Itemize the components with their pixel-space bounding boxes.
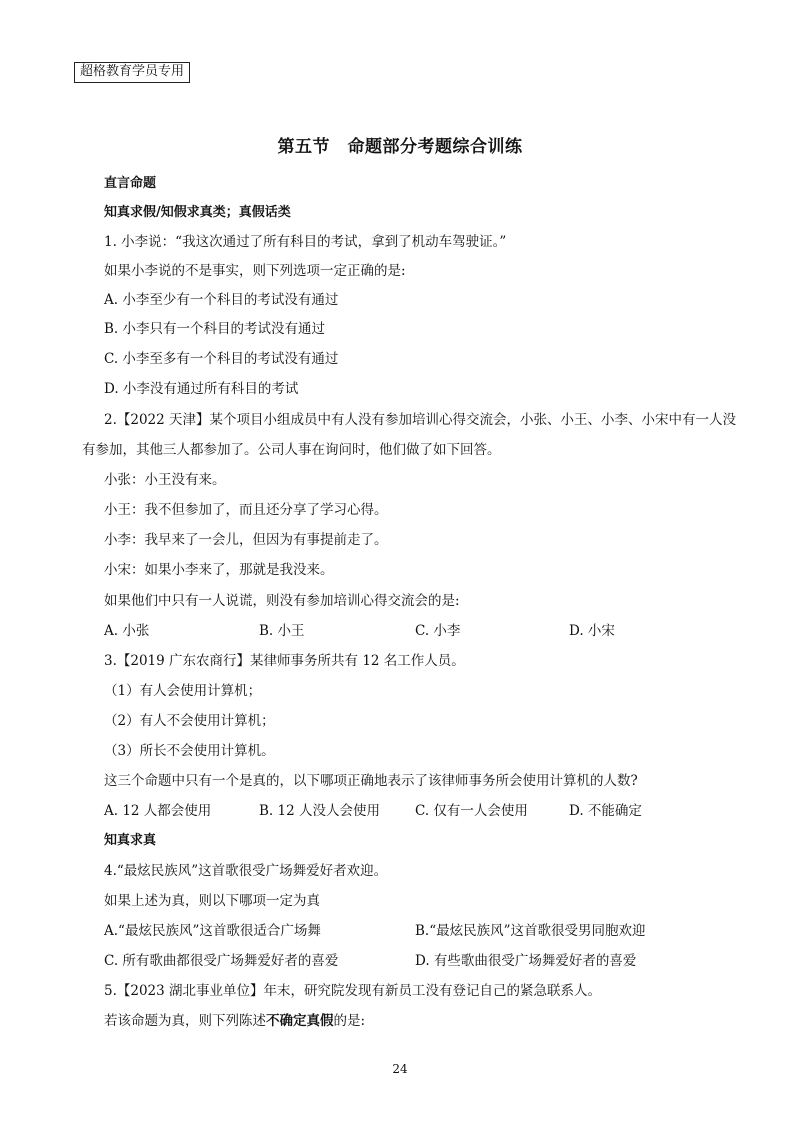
page-number: 24: [392, 1062, 408, 1076]
q5-prompt-emphasis: 不确定真假: [266, 1013, 334, 1029]
q5-prompt-before: 若该命题为真，则下列陈述: [104, 1013, 266, 1029]
section-title: 第五节 命题部分考题综合训练: [277, 137, 523, 157]
q4-stem: 4.“最炫民族风”这首歌很受广场舞爱好者欢迎。: [104, 863, 388, 879]
q2-option-a: A. 小张: [104, 623, 150, 639]
q2-answer-zhang: 小张：小王没有来。: [104, 472, 226, 488]
q3-statement-2: （2）有人不会使用计算机；: [104, 713, 275, 729]
q5-prompt: [104, 1012, 365, 1030]
q3-prompt: 这三个命题中只有一个是真的，以下哪项正确地表示了该律师事务所会使用计算机的人数?: [104, 773, 638, 789]
q1-option-d: D. 小李没有通过所有科目的考试: [104, 381, 299, 397]
q1-stem: 1. 小李说：“我这次通过了所有科目的考试，拿到了机动车驾驶证。”: [104, 234, 507, 250]
q4-option-c: C. 所有歌曲都很受广场舞爱好者的喜爱: [104, 953, 339, 969]
q2-option-d: D. 小宋: [569, 623, 615, 639]
watermark-badge: 超格教育学员专用: [74, 62, 190, 83]
q2-option-c: C. 小李: [415, 623, 461, 639]
q3-option-b: B. 12 人没人会使用: [259, 803, 380, 819]
q5-stem: 5.【2023 湖北事业单位】年末，研究院发现有新员工没有登记自己的紧急联系人。: [104, 983, 602, 999]
q3-stem: 3.【2019 广东农商行】某律师事务所共有 12 名工作人员。: [104, 653, 465, 669]
subsection-heading-2: 知真求真: [104, 833, 157, 848]
q3-option-c: C. 仅有一人会使用: [415, 803, 528, 819]
q2-stem-line1: 2.【2022 天津】某个项目小组成员中有人没有参加培训心得交流会，小张、小王、小李、小宋中有一人没: [104, 412, 737, 428]
q1-prompt: 如果小李说的不是事实，则下列选项一定正确的是:: [104, 263, 406, 279]
q1-option-a: A. 小李至少有一个科目的考试没有通过: [104, 292, 339, 308]
q1-option-b: B. 小李只有一个科目的考试没有通过: [104, 321, 326, 337]
q3-option-d: D. 不能确定: [569, 803, 642, 819]
q3-statement-3: （3）所长不会使用计算机。: [104, 743, 275, 759]
q5-prompt-after: 的是:: [333, 1013, 366, 1029]
q2-option-b: B. 小王: [259, 623, 305, 639]
subsection-heading: 直言命题: [104, 176, 157, 191]
q2-answer-li: 小李：我早来了一会儿，但因为有事提前走了。: [104, 532, 388, 548]
q4-option-d: D. 有些歌曲很受广场舞爱好者的喜爱: [415, 953, 637, 969]
question-type-heading: 知真求假/知假求真类；真假话类: [104, 205, 291, 220]
q2-answer-wang: 小王：我不但参加了，而且还分享了学习心得。: [104, 502, 388, 518]
q2-prompt: 如果他们中只有一人说谎，则没有参加培训心得交流会的是:: [104, 593, 460, 609]
q2-stem-line2: 有参加，其他三人都参加了。公司人事在询问时，他们做了如下回答。: [82, 442, 501, 458]
q1-option-c: C. 小李至多有一个科目的考试没有通过: [104, 351, 339, 367]
q2-answer-song: 小宋：如果小李来了，那就是我没来。: [104, 562, 334, 578]
q3-option-a: A. 12 人都会使用: [104, 803, 212, 819]
q4-option-a: A.“最炫民族风”这首歌很适合广场舞: [104, 923, 321, 939]
q4-prompt: 如果上述为真，则以下哪项一定为真: [104, 893, 320, 909]
q4-option-b: B.“最炫民族风”这首歌很受男同胞欢迎: [415, 923, 646, 939]
q3-statement-1: （1）有人会使用计算机；: [104, 683, 262, 699]
